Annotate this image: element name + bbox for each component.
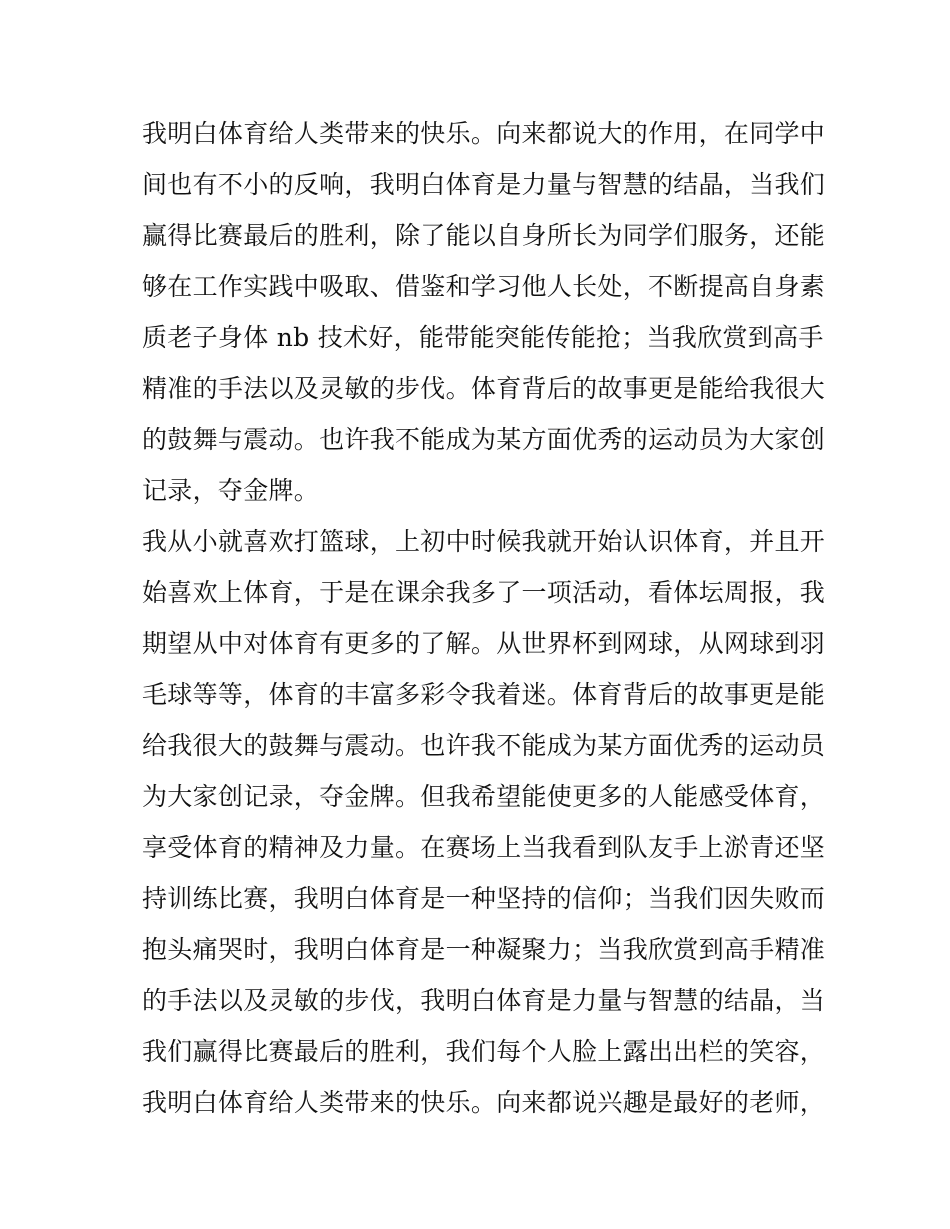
text-line: 为大家创记录，夺金牌。但我希望能使更多的人能感受体育， (142, 782, 826, 811)
text-line: 给我很大的鼓舞与震动。也许我不能成为某方面优秀的运动员 (142, 731, 826, 760)
text-line: 毛球等等，体育的丰富多彩令我着迷。体育背后的故事更是能 (142, 680, 826, 709)
text-line: 我明白体育给人类带来的快乐。向来都说大的作用，在同学中 (142, 119, 826, 148)
text-line: 够在工作实践中吸取、借鉴和学习他人长处，不断提高自身素 (142, 272, 826, 301)
text-line: 抱头痛哭时，我明白体育是一种凝聚力；当我欣赏到高手精准 (142, 935, 826, 964)
text-line: 始喜欢上体育，于是在课余我多了一项活动，看体坛周报，我 (142, 578, 826, 607)
text-line: 的手法以及灵敏的步伐，我明白体育是力量与智慧的结晶，当 (142, 986, 826, 1015)
text-line: 我明白体育给人类带来的快乐。向来都说兴趣是最好的老师， (142, 1088, 826, 1117)
body-text (142, 108, 826, 1128)
text-line: 精准的手法以及灵敏的步伐。体育背后的故事更是能给我很大 (142, 374, 826, 403)
text-line: 期望从中对体育有更多的了解。从世界杯到网球，从网球到羽 (142, 629, 826, 658)
text-line: 我从小就喜欢打篮球，上初中时候我就开始认识体育，并且开 (142, 527, 826, 556)
text-line: 间也有不小的反响，我明白体育是力量与智慧的结晶，当我们 (142, 170, 826, 199)
text-line: 持训练比赛，我明白体育是一种坚持的信仰；当我们因失败而 (142, 884, 826, 913)
text-line: 记录，夺金牌。 (142, 476, 320, 505)
text-line: 我们赢得比赛最后的胜利，我们每个人脸上露出出栏的笑容， (142, 1037, 826, 1066)
text-line: 质老子身体 nb 技术好，能带能突能传能抢；当我欣赏到高手 (142, 323, 824, 352)
text-line: 赢得比赛最后的胜利，除了能以自身所长为同学们服务，还能 (142, 221, 826, 250)
text-line: 享受体育的精神及力量。在赛场上当我看到队友手上淤青还坚 (142, 833, 826, 862)
text-line: 的鼓舞与震动。也许我不能成为某方面优秀的运动员为大家创 (142, 425, 826, 454)
